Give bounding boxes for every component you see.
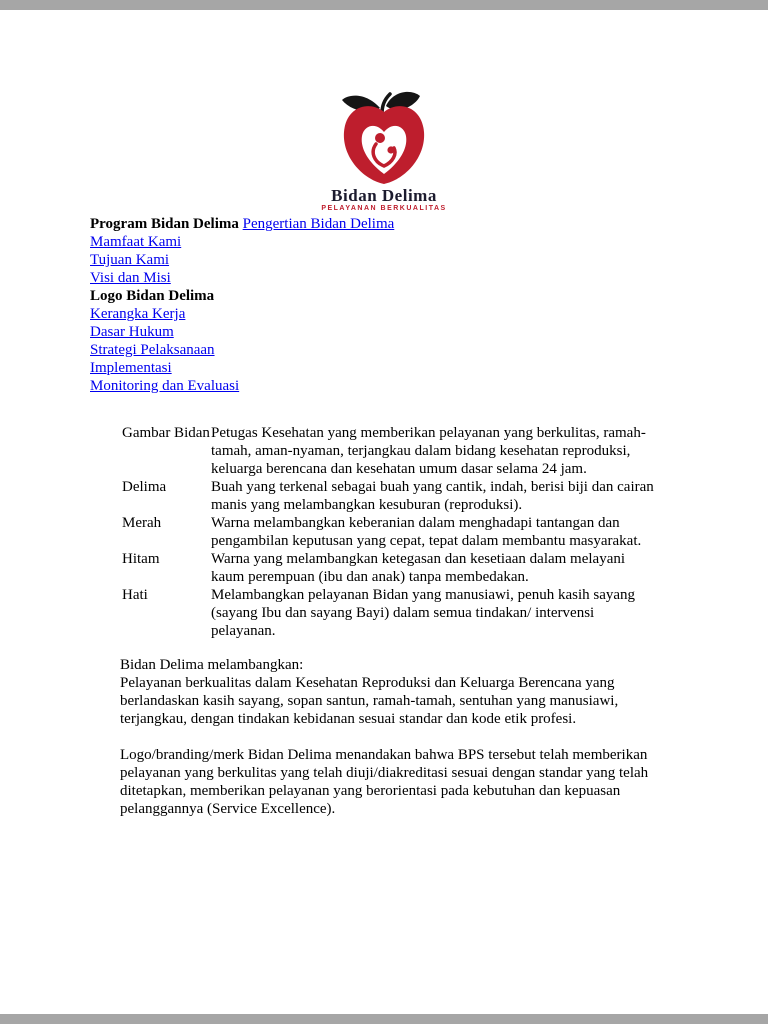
definition-row [122, 586, 768, 640]
toc-heading-logo-bidan-delima: Logo Bidan Delima [90, 288, 215, 304]
paragraph-lead: Bidan Delima melambangkan: [120, 657, 304, 673]
logo-title: Bidan Delima [331, 186, 437, 205]
toc-link-monitoring-dan-evaluasi[interactable]: Monitoring dan Evaluasi [90, 378, 240, 394]
toc-link-implementasi[interactable]: Implementasi [90, 360, 172, 376]
toc-link-strategi-pelaksanaan[interactable]: Strategi Pelaksanaan [90, 342, 215, 358]
definition-row [122, 550, 768, 586]
body-paragraphs [120, 656, 655, 818]
toc-link-visi-dan-misi[interactable]: Visi dan Misi [90, 270, 171, 286]
toc-line [90, 251, 768, 269]
toc-line [90, 287, 768, 305]
toc-line-program [90, 215, 768, 233]
toc-link-pengertian-bidan-delima[interactable]: Pengertian Bidan Delima [242, 216, 395, 232]
definition-row [122, 424, 768, 478]
toc-line [90, 305, 768, 323]
definition-term: Delima [122, 479, 167, 495]
toc-link-dasar-hukum[interactable]: Dasar Hukum [90, 324, 174, 340]
toc-link-kerangka-kerja[interactable]: Kerangka Kerja [90, 306, 186, 322]
toc-line [90, 377, 768, 395]
toc-line [90, 323, 768, 341]
definition-term: Hitam [122, 551, 160, 567]
definition-desc: Melambangkan pelayanan Bidan yang manusiawi, penuh kasih sayang (sayang Ibu dan sayang Bayi) dalam semua tindakan/ intervensi pelayanan. [211, 587, 636, 639]
toc-line [90, 341, 768, 359]
toc-line [90, 359, 768, 377]
bidan-delima-logo [0, 90, 768, 213]
definition-term: Merah [122, 515, 162, 531]
paragraph-branding: Logo/branding/merk Bidan Delima menandakan bahwa BPS tersebut telah memberikan pelayanan yang berkulitas yang telah diuji/diakreditasi sesuai dengan standar yang telah ditetapkan, memberikan pelayanan yang berorientasi pada kebutuhan dan kepuasan pelanggannya (Service Excellence). [120, 747, 649, 817]
definition-term: Gambar Bidan [122, 425, 210, 441]
document-page [0, 10, 768, 1014]
definition-row [122, 514, 768, 550]
definition-desc: Warna yang melambangkan ketegasan dan kesetiaan dalam melayani kaum perempuan (ibu dan anak) tanpa membedakan. [211, 551, 626, 585]
toc-link-tujuan-kami[interactable]: Tujuan Kami [90, 252, 170, 268]
toc-line [90, 269, 768, 287]
definition-desc: Petugas Kesehatan yang memberikan pelayanan yang berkulitas, ramah-tamah, aman-nyaman, terjangkau dalam bidang kesehatan reproduksi, keluarga berencana dan kesehatan umum dasar selama 24 jam. [211, 425, 646, 477]
definition-desc: Warna melambangkan keberanian dalam menghadapi tantangan dan pengambilan keputusan yang cepat, tepat dalam membantu masyarakat. [211, 515, 642, 549]
definition-term: Hati [122, 587, 148, 603]
pomegranate-heart-icon [336, 90, 432, 186]
definition-row [122, 478, 768, 514]
logo-subtitle: PELAYANAN BERKUALITAS [321, 205, 447, 212]
toc-link-mamfaat-kami[interactable]: Mamfaat Kami [90, 234, 182, 250]
table-of-contents [0, 215, 768, 395]
toc-heading-program-bidan-delima: Program Bidan Delima [90, 216, 239, 232]
toc-line [90, 233, 768, 251]
definition-desc: Buah yang terkenal sebagai buah yang cantik, indah, berisi biji dan cairan manis yang melambangkan kesuburan (reproduksi). [211, 479, 654, 513]
logo-meaning-definitions [122, 424, 768, 640]
paragraph-meaning: Pelayanan berkualitas dalam Kesehatan Reproduksi dan Keluarga Berencana yang berlandaskan kasih sayang, sopan santun, ramah-tamah, sentuhan yang manusiawi, terjangkau, dengan tindakan kebidanan sesuai standar dan kode etik profesi. [120, 675, 619, 727]
